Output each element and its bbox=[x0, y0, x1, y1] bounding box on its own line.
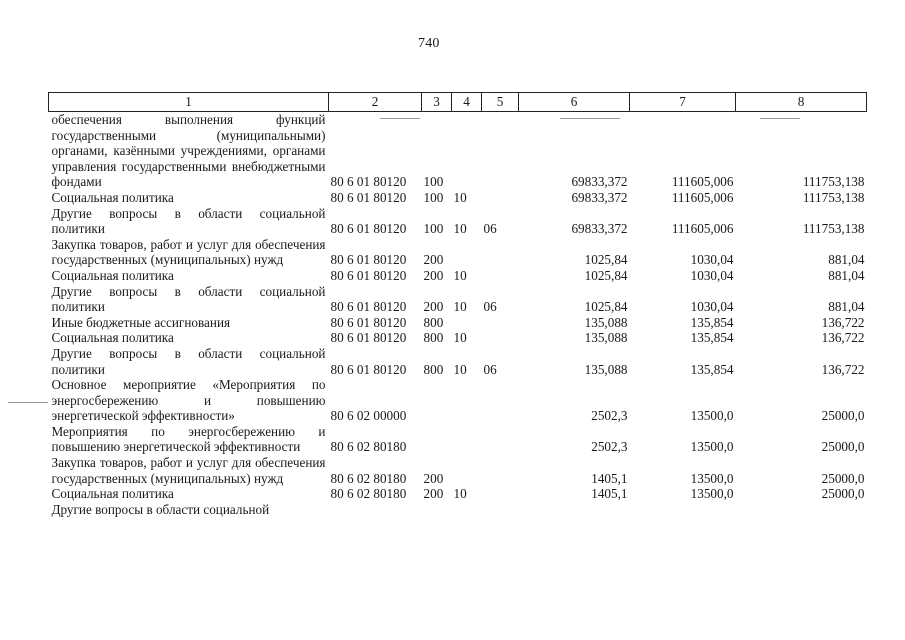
row-amount-col6: 135,088 bbox=[584, 314, 628, 330]
table-row bbox=[49, 268, 867, 284]
row-amount-col7: 111605,006 bbox=[671, 174, 734, 190]
row-section bbox=[452, 455, 482, 486]
row-subsection bbox=[482, 377, 519, 424]
row-amount-col7: 135,854 bbox=[690, 330, 734, 346]
row-subsection bbox=[482, 502, 519, 518]
column-header: 3 bbox=[422, 93, 452, 112]
scan-artifact bbox=[8, 402, 48, 403]
table-row bbox=[49, 237, 867, 268]
row-expense-type bbox=[422, 502, 452, 518]
row-section: 10 bbox=[453, 330, 467, 346]
row-amount-col7: 13500,0 bbox=[690, 470, 734, 486]
row-amount-col8 bbox=[736, 502, 867, 518]
row-name: Закупка товаров, работ и услуг для обеспечения государственных (муниципальных) нужд bbox=[51, 455, 326, 486]
row-amount-col6: 1025,84 bbox=[584, 267, 628, 283]
row-section bbox=[452, 112, 482, 190]
row-name: Основное мероприятие «Мероприятия по энергосбережению и повышению энергетической эффективности» bbox=[51, 377, 326, 424]
column-header: 1 bbox=[49, 93, 329, 112]
table-row bbox=[49, 284, 867, 315]
row-amount-col6: 1025,84 bbox=[584, 299, 628, 315]
table-row bbox=[49, 502, 867, 518]
row-name: Другие вопросы в области социальной политики bbox=[51, 283, 326, 315]
row-amount-col8: 881,04 bbox=[828, 267, 865, 283]
column-header: 4 bbox=[452, 93, 482, 112]
row-expense-type: 100 bbox=[423, 189, 444, 205]
column-header: 8 bbox=[736, 93, 867, 112]
table-header-row bbox=[49, 93, 867, 112]
row-amount-col7: 13500,0 bbox=[690, 439, 734, 455]
row-amount-col7: 1030,04 bbox=[690, 252, 734, 268]
row-expense-type: 200 bbox=[423, 470, 444, 486]
row-amount-col8: 111753,138 bbox=[802, 221, 865, 237]
row-amount-col7: 1030,04 bbox=[690, 267, 734, 283]
row-amount-col6: 135,088 bbox=[584, 361, 628, 377]
column-header: 7 bbox=[630, 93, 736, 112]
row-code: 80 6 01 80120 bbox=[330, 361, 407, 377]
row-name: Другие вопросы в области социальной политики bbox=[51, 205, 326, 237]
row-expense-type: 800 bbox=[423, 361, 444, 377]
table-row bbox=[49, 424, 867, 455]
row-amount-col8: 25000,0 bbox=[821, 408, 865, 424]
row-subsection bbox=[482, 315, 519, 331]
row-name: Социальная политика bbox=[51, 486, 174, 502]
row-amount-col8: 881,04 bbox=[828, 252, 865, 268]
row-expense-type: 200 bbox=[423, 486, 444, 502]
row-code: 80 6 01 80120 bbox=[330, 267, 407, 283]
row-name: Социальная политика bbox=[51, 267, 174, 283]
row-subsection bbox=[482, 455, 519, 486]
row-amount-col8: 25000,0 bbox=[821, 439, 865, 455]
row-expense-type: 200 bbox=[423, 299, 444, 315]
row-amount-col6: 135,088 bbox=[584, 330, 628, 346]
row-amount-col6: 1025,84 bbox=[584, 252, 628, 268]
row-amount-col6 bbox=[519, 502, 630, 518]
row-section bbox=[452, 377, 482, 424]
row-name: Другие вопросы в области социальной bbox=[51, 501, 270, 517]
row-section: 10 bbox=[453, 221, 467, 237]
row-code: 80 6 01 80120 bbox=[330, 189, 407, 205]
row-code: 80 6 01 80120 bbox=[330, 330, 407, 346]
row-section: 10 bbox=[453, 361, 467, 377]
table-row bbox=[49, 112, 867, 190]
row-name: Социальная политика bbox=[51, 189, 174, 205]
column-header: 6 bbox=[519, 93, 630, 112]
row-code: 80 6 02 80180 bbox=[330, 470, 407, 486]
table-row bbox=[49, 455, 867, 486]
row-amount-col8: 136,722 bbox=[821, 314, 865, 330]
row-amount-col8: 136,722 bbox=[821, 361, 865, 377]
row-subsection: 06 bbox=[483, 361, 497, 377]
row-expense-type bbox=[422, 377, 452, 424]
row-amount-col7: 135,854 bbox=[690, 314, 734, 330]
row-code: 80 6 01 80120 bbox=[330, 314, 407, 330]
row-name: Закупка товаров, работ и услуг для обеспечения государственных (муниципальных) нужд bbox=[51, 236, 326, 268]
table-row bbox=[49, 346, 867, 377]
row-subsection bbox=[482, 486, 519, 502]
row-amount-col7: 135,854 bbox=[690, 361, 734, 377]
row-amount-col6: 69833,372 bbox=[571, 221, 628, 237]
row-subsection bbox=[482, 268, 519, 284]
row-expense-type: 200 bbox=[423, 267, 444, 283]
row-code: 80 6 01 80120 bbox=[330, 252, 407, 268]
row-subsection bbox=[482, 424, 519, 455]
row-amount-col6: 1405,1 bbox=[591, 470, 628, 486]
row-name: Иные бюджетные ассигнования bbox=[51, 314, 231, 330]
row-amount-col6: 2502,3 bbox=[591, 439, 628, 455]
row-code bbox=[329, 502, 422, 518]
row-amount-col8: 25000,0 bbox=[821, 486, 865, 502]
row-code: 80 6 01 80120 bbox=[330, 174, 407, 190]
row-name: Социальная политика bbox=[51, 330, 174, 346]
row-subsection bbox=[482, 112, 519, 190]
row-amount-col8: 111753,138 bbox=[802, 189, 865, 205]
row-amount-col8: 881,04 bbox=[828, 299, 865, 315]
row-name: Другие вопросы в области социальной политики bbox=[51, 345, 326, 377]
row-expense-type bbox=[422, 424, 452, 455]
row-amount-col7: 111605,006 bbox=[671, 221, 734, 237]
row-section: 10 bbox=[453, 267, 467, 283]
row-amount-col6: 69833,372 bbox=[571, 189, 628, 205]
row-section bbox=[452, 424, 482, 455]
table-row bbox=[49, 377, 867, 424]
row-subsection bbox=[482, 330, 519, 346]
row-section: 10 bbox=[453, 486, 467, 502]
row-code: 80 6 01 80120 bbox=[330, 299, 407, 315]
row-code: 80 6 02 00000 bbox=[330, 408, 407, 424]
row-section: 10 bbox=[453, 189, 467, 205]
row-amount-col7 bbox=[630, 502, 736, 518]
row-subsection bbox=[482, 237, 519, 268]
table-row bbox=[49, 190, 867, 206]
row-subsection: 06 bbox=[483, 221, 497, 237]
row-name: Мероприятия по энергосбережению и повышению энергетической эффективности bbox=[51, 423, 326, 455]
row-expense-type: 200 bbox=[423, 252, 444, 268]
row-amount-col6: 2502,3 bbox=[591, 408, 628, 424]
table-row bbox=[49, 315, 867, 331]
row-expense-type: 100 bbox=[423, 221, 444, 237]
table-row bbox=[49, 330, 867, 346]
table-row bbox=[49, 486, 867, 502]
table-row bbox=[49, 206, 867, 237]
row-code: 80 6 02 80180 bbox=[330, 439, 407, 455]
row-section bbox=[452, 315, 482, 331]
row-subsection: 06 bbox=[483, 299, 497, 315]
row-amount-col7: 1030,04 bbox=[690, 299, 734, 315]
budget-table bbox=[48, 92, 867, 517]
row-amount-col7: 111605,006 bbox=[671, 189, 734, 205]
page-number: 740 bbox=[418, 36, 440, 51]
column-header: 2 bbox=[329, 93, 422, 112]
row-amount-col6: 69833,372 bbox=[571, 174, 628, 190]
row-amount-col6: 1405,1 bbox=[591, 486, 628, 502]
row-amount-col7: 13500,0 bbox=[690, 486, 734, 502]
row-amount-col8: 25000,0 bbox=[821, 470, 865, 486]
row-amount-col8: 111753,138 bbox=[802, 174, 865, 190]
row-code: 80 6 01 80120 bbox=[330, 221, 407, 237]
row-amount-col8: 136,722 bbox=[821, 330, 865, 346]
row-section bbox=[452, 502, 482, 518]
column-header: 5 bbox=[482, 93, 519, 112]
row-subsection bbox=[482, 190, 519, 206]
row-expense-type: 800 bbox=[423, 330, 444, 346]
row-section: 10 bbox=[453, 299, 467, 315]
row-amount-col7: 13500,0 bbox=[690, 408, 734, 424]
row-name: обеспечения выполнения функций государственными (муниципальными) органами, казёнными учреждениями, органами управления государственными внебюджетными фондами bbox=[51, 112, 326, 190]
row-expense-type: 800 bbox=[423, 314, 444, 330]
row-expense-type: 100 bbox=[423, 174, 444, 190]
row-section bbox=[452, 237, 482, 268]
row-code: 80 6 02 80180 bbox=[330, 486, 407, 502]
